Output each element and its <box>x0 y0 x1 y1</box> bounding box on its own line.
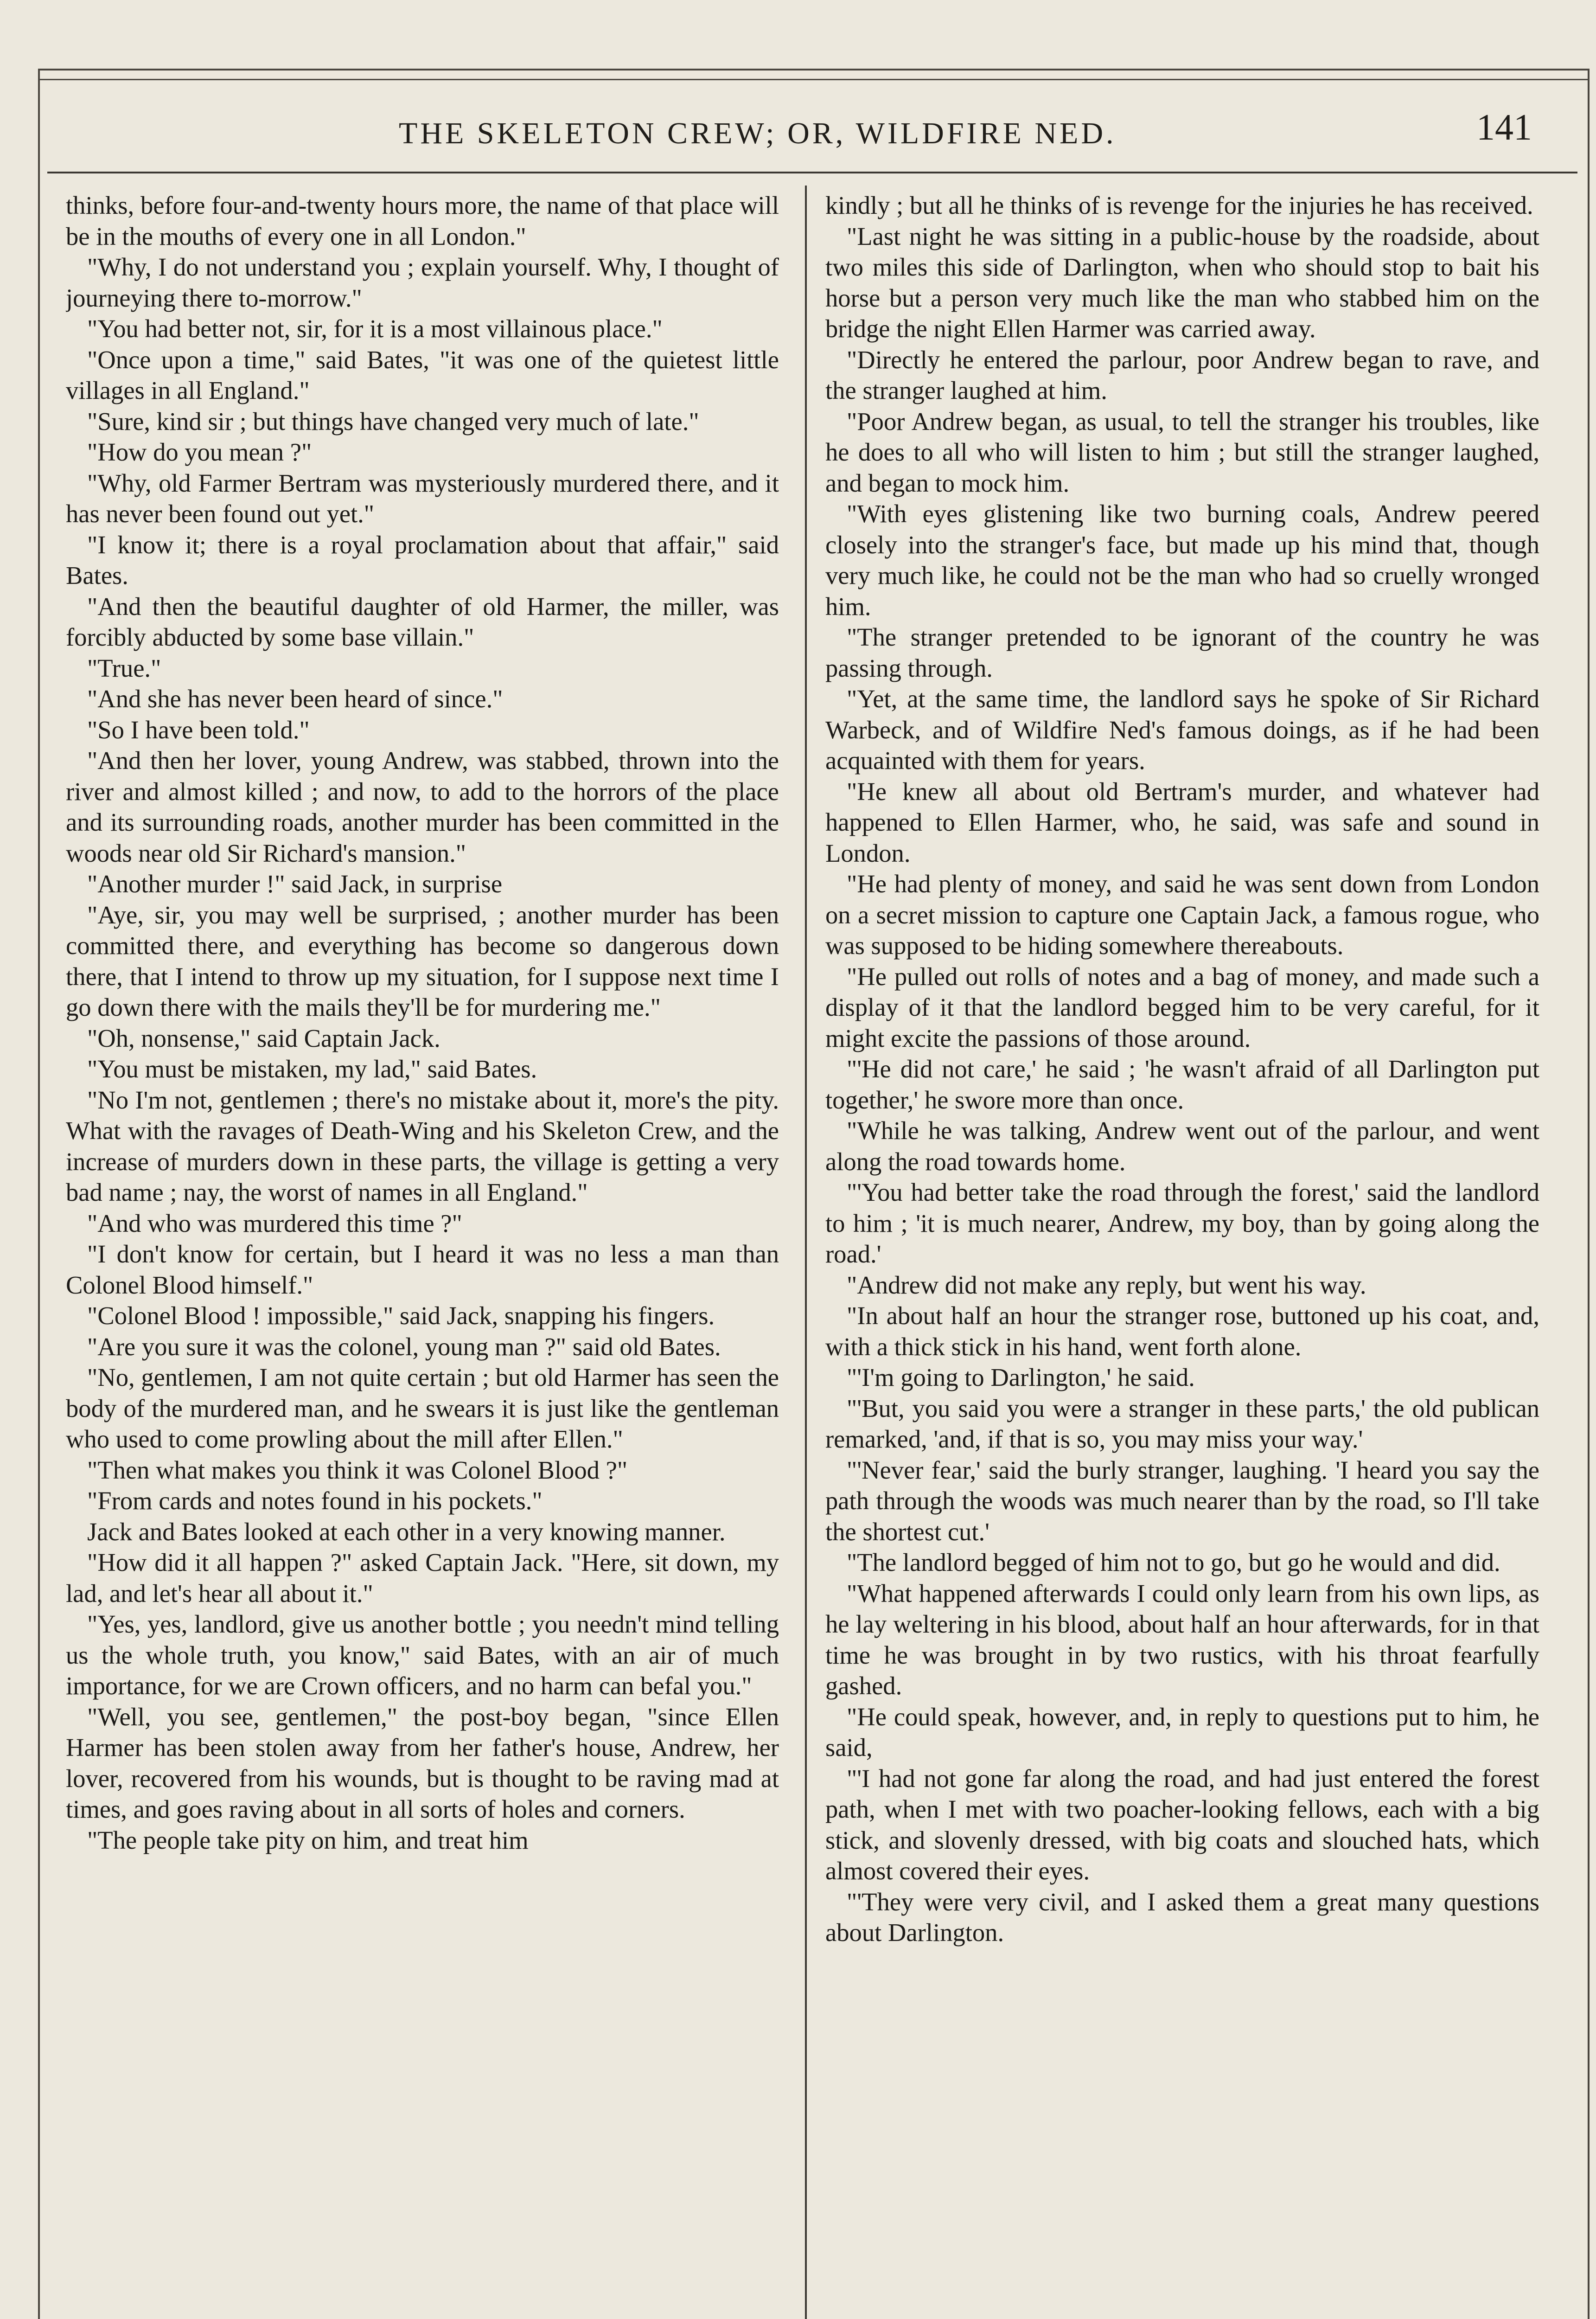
paragraph: "Sure, kind sir ; but things have changed very much of late." <box>87 407 699 436</box>
paragraph: "He knew all about old Bertram's murder, and whatever had happened to Ellen Harmer, who, he said, was safe and sound in London. <box>825 777 1539 867</box>
paragraph: "While he was talking, Andrew went out of the parlour, and went along the road towards home. <box>825 1116 1539 1176</box>
paragraph: "'But, you said you were a stranger in these parts,' the old publican remarked, 'and, if that is so, you may miss your way.' <box>825 1394 1539 1453</box>
paragraph: "'I had not gone far along the road, and had just entered the forest path, when I met with two poacher-looking fellows, each with a big stick, and slovenly dressed, with big coats and slouched hats, which almost covered their eyes. <box>825 1764 1539 1885</box>
paragraph: "He pulled out rolls of notes and a bag of money, and made such a display of it that the landlord begged him to be very careful, for it might excite the passions of those around. <box>825 962 1539 1052</box>
right-column <box>825 190 1539 2319</box>
paragraph: "Andrew did not make any reply, but went his way. <box>847 1270 1366 1299</box>
paragraph: "Once upon a time," said Bates, "it was one of the quietest little villages in all England." <box>66 345 779 404</box>
paragraph: "'You had better take the road through the forest,' said the landlord to him ; 'it is much nearer, Andrew, my boy, than by going along the road.' <box>825 1178 1539 1268</box>
paragraph: "The landlord begged of him not to go, but go he would and did. <box>847 1548 1500 1576</box>
paragraph: "Oh, nonsense," said Captain Jack. <box>87 1024 440 1052</box>
paragraph: "Why, old Farmer Bertram was mysteriously murdered there, and it has never been found out yet." <box>66 468 779 528</box>
paragraph: "You had better not, sir, for it is a most villainous place." <box>87 314 663 343</box>
paragraph: "And then the beautiful daughter of old Harmer, the miller, was forcibly abducted by some base villain." <box>66 592 779 651</box>
frame-top-rule <box>38 79 1590 80</box>
left-column <box>66 190 779 2319</box>
paragraph: "And who was murdered this time ?" <box>87 1209 462 1237</box>
paragraph: "From cards and notes found in his pockets." <box>87 1486 543 1515</box>
paragraph: "'Never fear,' said the burly stranger, laughing. 'I heard you say the path through the woods was much nearer than by the road, so I'll take the shortest cut.' <box>825 1455 1539 1546</box>
paragraph: "Well, you see, gentlemen," the post-boy began, "since Ellen Harmer has been stolen away from her father's house, Andrew, her lover, recovered from his wounds, but is thought to be raving mad at times, and goes raving about in all sorts of holes and corners. <box>66 1702 779 1823</box>
paragraph: "Yes, yes, landlord, give us another bottle ; you needn't mind telling us the whole truth, you know," said Bates, with an air of much importance, for we are Crown officers, and no harm can befal you." <box>66 1610 779 1700</box>
paragraph: "Aye, sir, you may well be surprised, ; another murder has been committed there, and everything has become so dangerous down there, that I intend to throw up my situation, for I suppose next time I go down there with the mails they'll be for murdering me." <box>66 900 779 1021</box>
paragraph: "No, gentlemen, I am not quite certain ; but old Harmer has seen the body of the murdered man, and he swears it is just like the gentleman who used to come prowling about the mill after Ellen." <box>66 1363 779 1453</box>
paragraph: "How do you mean ?" <box>87 438 312 466</box>
paragraph: "Poor Andrew began, as usual, to tell the stranger his troubles, like he does to all who will listen to him ; but still the stranger laughed, and began to mock him. <box>825 407 1539 497</box>
paragraph: "'I'm going to Darlington,' he said. <box>847 1363 1195 1391</box>
paragraph: "'He did not care,' he said ; 'he wasn't afraid of all Darlington put together,' he swore more than once. <box>825 1055 1539 1114</box>
running-title: THE SKELETON CREW; OR, WILDFIRE NED. <box>399 116 1117 150</box>
paragraph: "And then her lover, young Andrew, was stabbed, thrown into the river and almost killed ; and now, to add to the horrors of the place and its surrounding roads, another murder has been committed in the woods near old Sir Richard's mansion." <box>66 746 779 867</box>
paragraph: "The stranger pretended to be ignorant of the country he was passing through. <box>825 623 1539 682</box>
paragraph: Jack and Bates looked at each other in a very knowing manner. <box>87 1517 726 1546</box>
paragraph: "And she has never been heard of since." <box>87 685 503 713</box>
paragraph: "How did it all happen ?" asked Captain Jack. "Here, sit down, my lad, and let's hear all about it." <box>66 1548 779 1608</box>
paragraph: "Are you sure it was the colonel, young man ?" said old Bates. <box>87 1332 721 1361</box>
header-rule <box>47 172 1577 173</box>
paragraph: "I know it; there is a royal proclamation about that affair," said Bates. <box>66 530 779 589</box>
paragraph: "Directly he entered the parlour, poor Andrew began to rave, and the stranger laughed at him. <box>825 345 1539 404</box>
paragraph: "No I'm not, gentlemen ; there's no mistake about it, more's the pity. What with the ravages of Death-Wing and his Skeleton Crew, and the increase of murders down in these parts, the village is getting a very bad name ; nay, the worst of names in all England." <box>66 1085 779 1206</box>
paragraph: "Yet, at the same time, the landlord says he spoke of Sir Richard Warbeck, and of Wildfire Ned's famous doings, as if he had been acquainted with them for years. <box>825 685 1539 775</box>
paragraph: "He had plenty of money, and said he was sent down from London on a secret mission to capture one Captain Jack, a famous rogue, who was supposed to be hiding somewhere thereabouts. <box>825 870 1539 960</box>
paragraph: "Colonel Blood ! impossible," said Jack, snapping his fingers. <box>87 1301 715 1330</box>
paragraph: "The people take pity on him, and treat him <box>87 1826 529 1854</box>
paragraph: "Another murder !" said Jack, in surprise <box>87 870 503 898</box>
paragraph: "So I have been told." <box>87 715 310 744</box>
paragraph: kindly ; but all he thinks of is revenge for the injuries he has received. <box>825 191 1533 219</box>
paragraph: "You must be mistaken, my lad," said Bates. <box>87 1055 537 1083</box>
page-number: 141 <box>1476 107 1532 148</box>
paragraph: "I don't know for certain, but I heard it was no less a man than Colonel Blood himself." <box>66 1240 779 1299</box>
paragraph: "True." <box>87 653 161 682</box>
paragraph: "What happened afterwards I could only learn from his own lips, as he lay weltering in his blood, about half an hour afterwards, for in that time he was brought in by two rustics, with his throat fearfully gashed. <box>825 1579 1539 1700</box>
paragraph: "Why, I do not understand you ; explain yourself. Why, I thought of journeying there to-morrow." <box>66 253 779 312</box>
paragraph: "'They were very civil, and I asked them a great many questions about Darlington. <box>825 1887 1539 1947</box>
paragraph: "He could speak, however, and, in reply to questions put to him, he said, <box>825 1702 1539 1762</box>
page-header <box>0 107 1596 162</box>
paragraph: "In about half an hour the stranger rose, buttoned up his coat, and, with a thick stick in his hand, went forth alone. <box>825 1301 1539 1361</box>
paragraph: "With eyes glistening like two burning coals, Andrew peered closely into the stranger's face, but made up his mind that, though very much like, he could not be the man who had so cruelly wronged him. <box>825 500 1539 621</box>
paragraph: thinks, before four-and-twenty hours more, the name of that place will be in the mouths of every one in all London." <box>66 191 779 250</box>
column-divider <box>805 186 807 2319</box>
paragraph: "Then what makes you think it was Colonel Blood ?" <box>87 1455 628 1484</box>
paragraph: "Last night he was sitting in a public-house by the roadside, about two miles this side of Darlington, when who should stop to bait his horse but a person very much like the man who stabbed him on the bridge the night Ellen Harmer was carried away. <box>825 222 1539 343</box>
